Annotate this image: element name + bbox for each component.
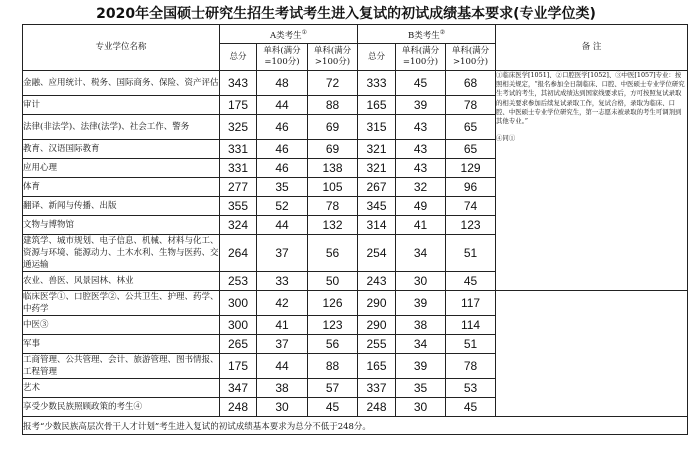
- b-total: 290: [358, 291, 396, 316]
- a-single-100: 46: [257, 159, 308, 178]
- a-total: 355: [220, 197, 257, 216]
- a-single-100: 44: [257, 96, 308, 115]
- b-single-150: 68: [446, 71, 496, 96]
- a-single-150: 50: [308, 272, 358, 291]
- a-total: 331: [220, 140, 257, 159]
- header-row-1: [23, 25, 688, 44]
- b-single-150: 51: [446, 235, 496, 272]
- b-single-150: 45: [446, 272, 496, 291]
- b-single-150: 65: [446, 115, 496, 140]
- a-single-150: 88: [308, 354, 358, 379]
- b-single-150: 51: [446, 335, 496, 354]
- header-a-total: 总分: [220, 44, 257, 71]
- a-total: 325: [220, 115, 257, 140]
- major-name: 体育: [23, 178, 220, 197]
- major-name: 艺术: [23, 379, 220, 398]
- a-single-100: 42: [257, 291, 308, 316]
- a-single-100: 44: [257, 354, 308, 379]
- b-single-100: 34: [396, 335, 446, 354]
- major-name: 应用心理: [23, 159, 220, 178]
- a-single-100: 37: [257, 335, 308, 354]
- header-class-a: A类考生①: [220, 25, 358, 44]
- a-single-100: 37: [257, 235, 308, 272]
- a-single-100: 48: [257, 71, 308, 96]
- header-b-single-100: 单科(满分=100分): [396, 44, 446, 71]
- remarks-empty-cell: [496, 291, 688, 417]
- table-row: [23, 71, 688, 96]
- a-single-100: 46: [257, 115, 308, 140]
- b-total: 321: [358, 159, 396, 178]
- major-name: 工商管理、公共管理、会计、旅游管理、图书情报、工程管理: [23, 355, 219, 377]
- header-a-single-100: 单科(满分=100分): [257, 44, 308, 71]
- b-single-150: 53: [446, 379, 496, 398]
- a-total: 175: [220, 354, 257, 379]
- a-single-150: 78: [308, 197, 358, 216]
- a-single-150: 126: [308, 291, 358, 316]
- footer-row: [23, 417, 688, 435]
- a-single-100: 30: [257, 398, 308, 417]
- b-total: 254: [358, 235, 396, 272]
- b-single-100: 43: [396, 140, 446, 159]
- a-total: 300: [220, 291, 257, 316]
- b-single-150: 74: [446, 197, 496, 216]
- b-single-100: 30: [396, 398, 446, 417]
- b-single-100: 39: [396, 96, 446, 115]
- b-total: 315: [358, 115, 396, 140]
- major-name: 翻译、新闻与传播、出版: [23, 197, 220, 216]
- a-total: 264: [220, 235, 257, 272]
- b-single-100: 45: [396, 71, 446, 96]
- b-total: 333: [358, 71, 396, 96]
- major-name: 金融、应用统计、税务、国际商务、保险、资产评估: [23, 71, 220, 96]
- b-single-150: 123: [446, 216, 496, 235]
- major-name: 教育、汉语国际教育: [23, 140, 220, 159]
- b-total: 165: [358, 354, 396, 379]
- a-single-100: 52: [257, 197, 308, 216]
- b-single-150: 78: [446, 96, 496, 115]
- header-remarks: 备 注: [496, 25, 688, 71]
- b-single-150: 78: [446, 354, 496, 379]
- a-single-100: 33: [257, 272, 308, 291]
- b-total: 165: [358, 96, 396, 115]
- a-single-100: 38: [257, 379, 308, 398]
- a-single-150: 45: [308, 398, 358, 417]
- header-major: 专业学位名称: [23, 25, 220, 71]
- b-single-100: 34: [396, 235, 446, 272]
- b-total: 267: [358, 178, 396, 197]
- a-total: 265: [220, 335, 257, 354]
- a-single-100: 41: [257, 316, 308, 335]
- a-single-150: 123: [308, 316, 358, 335]
- b-single-100: 43: [396, 115, 446, 140]
- a-total: 248: [220, 398, 257, 417]
- a-total: 253: [220, 272, 257, 291]
- b-single-100: 30: [396, 272, 446, 291]
- major-name: 审计: [23, 96, 220, 115]
- major-name: 军事: [23, 335, 220, 354]
- b-total: 321: [358, 140, 396, 159]
- b-single-150: 96: [446, 178, 496, 197]
- b-total: 248: [358, 398, 396, 417]
- b-total: 243: [358, 272, 396, 291]
- a-single-150: 88: [308, 96, 358, 115]
- b-single-100: 49: [396, 197, 446, 216]
- b-single-100: 43: [396, 159, 446, 178]
- a-single-100: 44: [257, 216, 308, 235]
- remark-note-1: ①临床医学[1051]、②口腔医学[1052]、③中医[1057]专业：按照相关规定，“报名参加全日制临床、口腔、中医硕士专业学位研究生考试的考生，其初试成绩达到国家线要求后，方可按照复试录取的相关要求参加后续复试录取工作，复试合格，录取为临床、口腔、中医硕士专业学位研究生，第一志愿未被录取的考生可调剂到其他专业。”: [496, 71, 685, 126]
- b-total: 255: [358, 335, 396, 354]
- a-single-150: 69: [308, 115, 358, 140]
- major-name: 建筑学、城市规划、电子信息、机械、材料与化工、资源与环境、能源动力、土木水利、生物与医药、交通运输: [23, 236, 219, 270]
- b-single-150: 129: [446, 159, 496, 178]
- b-single-150: 117: [446, 291, 496, 316]
- score-table: [22, 24, 688, 435]
- b-single-150: 65: [446, 140, 496, 159]
- major-name: 中医③: [23, 316, 220, 335]
- remark-note-2: ④同①: [496, 134, 516, 143]
- b-single-100: 41: [396, 216, 446, 235]
- a-single-150: 72: [308, 71, 358, 96]
- a-single-150: 132: [308, 216, 358, 235]
- a-single-100: 35: [257, 178, 308, 197]
- a-single-150: 56: [308, 335, 358, 354]
- b-single-100: 38: [396, 316, 446, 335]
- remarks-cell: [496, 71, 688, 291]
- b-single-100: 39: [396, 354, 446, 379]
- b-total: 290: [358, 316, 396, 335]
- a-total: 175: [220, 96, 257, 115]
- a-total: 343: [220, 71, 257, 96]
- b-total: 314: [358, 216, 396, 235]
- a-single-100: 46: [257, 140, 308, 159]
- page-title: 2020年全国硕士研究生招生考试考生进入复试的初试成绩基本要求(专业学位类): [96, 6, 596, 22]
- a-total: 300: [220, 316, 257, 335]
- header-b-total: 总分: [358, 44, 396, 71]
- footer-note: 报考“少数民族高层次骨干人才计划”考生进入复试的初试成绩基本要求为总分不低于248分。: [23, 417, 688, 435]
- b-single-100: 35: [396, 379, 446, 398]
- a-total: 347: [220, 379, 257, 398]
- a-single-150: 105: [308, 178, 358, 197]
- a-single-150: 69: [308, 140, 358, 159]
- major-name: 享受少数民族照顾政策的考生④: [23, 398, 220, 417]
- a-total: 324: [220, 216, 257, 235]
- a-single-150: 56: [308, 235, 358, 272]
- b-single-150: 45: [446, 398, 496, 417]
- b-total: 337: [358, 379, 396, 398]
- a-total: 277: [220, 178, 257, 197]
- a-single-150: 138: [308, 159, 358, 178]
- major-name: 农业、兽医、风景园林、林业: [23, 272, 220, 291]
- b-single-150: 114: [446, 316, 496, 335]
- table-row: [23, 291, 688, 316]
- a-total: 331: [220, 159, 257, 178]
- header-a-single-150: 单科(满分>100分): [308, 44, 358, 71]
- b-single-100: 39: [396, 291, 446, 316]
- major-name: 文物与博物馆: [23, 216, 220, 235]
- major-name: 法律(非法学)、法律(法学)、社会工作、警务: [23, 115, 220, 140]
- header-b-single-150: 单科(满分>100分): [446, 44, 496, 71]
- b-total: 345: [358, 197, 396, 216]
- a-single-150: 57: [308, 379, 358, 398]
- b-single-100: 32: [396, 178, 446, 197]
- header-class-b: B类考生②: [358, 25, 496, 44]
- major-name: 临床医学①、口腔医学②、公共卫生、护理、药学、中药学: [23, 292, 219, 314]
